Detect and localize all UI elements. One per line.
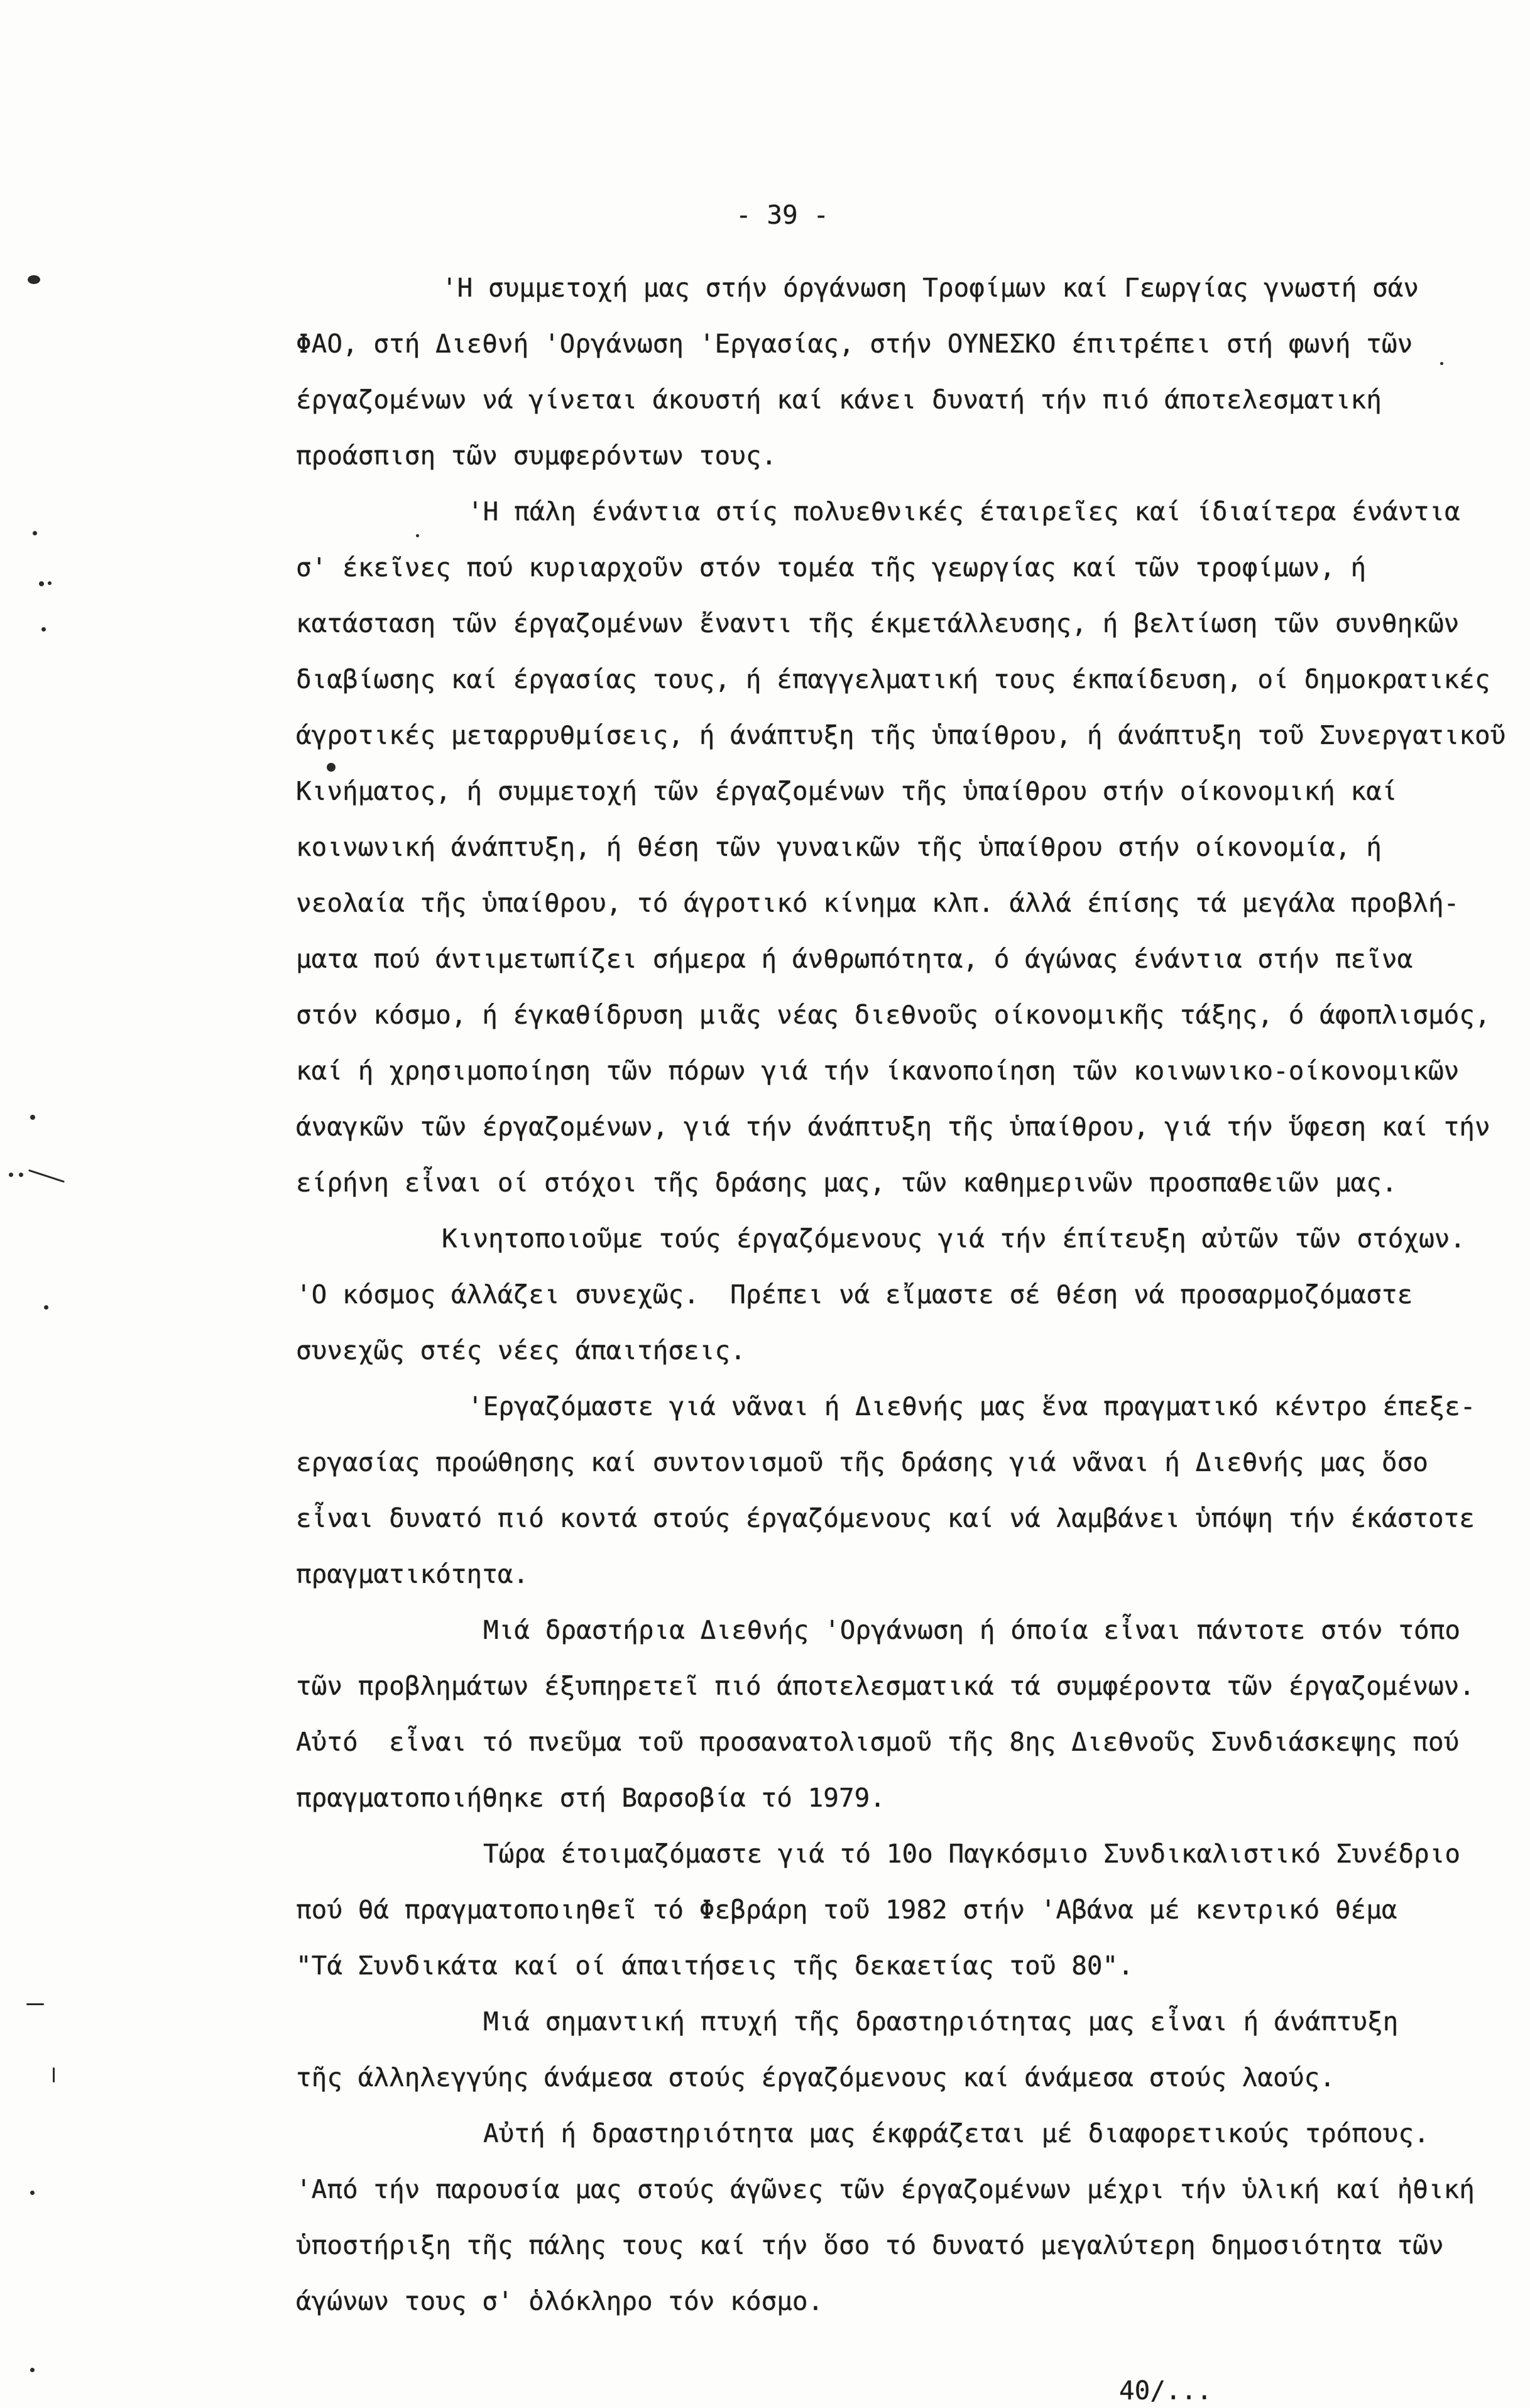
text-line: τῆς άλληλεγγύης άνάμεσα στούς έργαζόμενους καί άνάμεσα στούς λαούς. xyxy=(296,2062,1335,2093)
text-line: καί ή χρησιμοποίηση τῶν πόρων γιά τήν ίκανοποίηση τῶν κοινωνικο-οίκονομικῶν xyxy=(296,1056,1460,1086)
text-line: σ' έκεῖνες πού κυριαρχοῦν στόν τομέα τῆς γεωργίας καί τῶν τροφίμων, ή xyxy=(296,552,1367,583)
text-line: Κινητοποιοῦμε τούς έργαζόμενους γιά τήν έπίτευξη αὐτῶν τῶν στόχων. xyxy=(442,1223,1466,1254)
text-line: 'Η πάλη ένάντια στίς πολυεθνικές έταιρεῖες καί ίδιαίτερα ένάντια xyxy=(467,496,1460,527)
text-line: 'Ο κόσμος άλλάζει συνεχῶς. Πρέπει νά εἴμαστε σέ θέση νά προσαρμοζόμαστε xyxy=(296,1279,1413,1310)
scan-artifact xyxy=(1440,362,1443,365)
text-line: 'Από τήν παρουσία μας στούς άγῶνες τῶν έργαζομένων μέχρι τήν ὑλική καί ἠθική xyxy=(296,2174,1475,2204)
scan-artifact xyxy=(39,581,44,586)
text-line: ματα πού άντιμετωπίζει σήμερα ή άνθρωπότητα, ό άγώνας ένάντια στήν πεῖνα xyxy=(296,944,1413,974)
scan-artifact xyxy=(30,2191,35,2195)
text-line: νεολαία τῆς ὑπαίθρου, τό άγροτικό κίνημα κλπ. άλλά έπίσης τά μεγάλα προβλή- xyxy=(296,888,1460,918)
text-line: κοινωνική άνάπτυξη, ή θέση τῶν γυναικῶν τῆς ὑπαίθρου στήν οίκονομία, ή xyxy=(296,832,1382,862)
text-line: στόν κόσμο, ή έγκαθίδρυση μιᾶς νέας διεθνοῦς οίκονομικῆς τάξης, ό άφοπλισμός, xyxy=(296,1000,1490,1030)
scan-artifact xyxy=(28,275,40,284)
text-line: Κινήματος, ή συμμετοχή τῶν έργαζομένων τῆς ὑπαίθρου στήν οίκονομική καί xyxy=(296,776,1397,806)
text-line: άγώνων τους σ' ὁλόκληρο τόν κόσμο. xyxy=(296,2286,824,2316)
continuation-marker: 40/... xyxy=(1119,2375,1213,2405)
document-body xyxy=(0,260,1530,2329)
scan-artifact xyxy=(41,627,46,632)
text-line: πού θά πραγματοποιηθεῖ τό Φεβράρη τοῦ 1982 στήν 'Αβάνα μέ κεντρικό θέμα xyxy=(296,1895,1397,1925)
text-line: Μιά σημαντική πτυχή τῆς δραστηριότητας μας εἶναι ή άνάπτυξη xyxy=(483,2006,1399,2037)
scan-artifact xyxy=(26,2003,44,2005)
text-line: άναγκῶν τῶν έργαζομένων, γιά τήν άνάπτυξη τῆς ὑπαίθρου, γιά τήν ὕφεση καί τήν xyxy=(296,1112,1490,1142)
text-line: 'Η συμμετοχή μας στήν όργάνωση Τροφίμων καί Γεωργίας γνωστή σάν xyxy=(442,273,1419,303)
text-line: τῶν προβλημάτων έξυπηρετεῖ πιό άποτελεσματικά τά συμφέροντα τῶν έργαζομένων. xyxy=(296,1671,1475,1701)
text-line: Αὐτό εἶναι τό πνεῦμα τοῦ προσανατολισμοῦ τῆς 8ης Διεθνοῦς Συνδιάσκεψης πού xyxy=(296,1727,1460,1757)
text-line: "Τά Συνδικάτα καί οί άπαιτήσεις τῆς δεκαετίας τοῦ 80". xyxy=(296,1951,1134,1981)
scan-artifact xyxy=(30,2368,35,2372)
text-line: ΦΑΟ, στή Διεθνή 'Οργάνωση 'Εργασίας, στήν ΟΥΝΕΣΚΟ έπιτρέπει στή φωνή τῶν xyxy=(296,329,1413,359)
page-number: - 39 - xyxy=(736,200,829,230)
scan-artifact xyxy=(30,1115,35,1120)
scan-artifact xyxy=(9,1173,13,1177)
text-line: συνεχῶς στές νέες άπαιτήσεις. xyxy=(296,1335,746,1365)
text-line: 'Εργαζόμαστε γιά νᾶναι ή Διεθνής μας ἕνα πραγματικό κέντρο έπεξε- xyxy=(467,1391,1476,1421)
text-line: κατάσταση τῶν έργαζομένων ἔναντι τῆς έκμετάλλευσης, ή βελτίωση τῶν συνθηκῶν xyxy=(296,608,1460,638)
scan-artifact xyxy=(33,531,37,535)
text-line: είρήνη εἶναι οί στόχοι τῆς δράσης μας, τῶν καθημερινῶν προσπαθειῶν μας. xyxy=(296,1168,1397,1198)
text-line: Τώρα έτοιμαζόμαστε γιά τό 10ο Παγκόσμιο Συνδικαλιστικό Συνέδριο xyxy=(483,1839,1461,1869)
text-line: άγροτικές μεταρρυθμίσεις, ή άνάπτυξη τῆς ὑπαίθρου, ή άνάπτυξη τοῦ Συνεργατικοῦ xyxy=(296,720,1506,750)
text-line: πραγματοποιήθηκε στή Βαρσοβία τό 1979. xyxy=(296,1783,885,1813)
scan-artifact xyxy=(44,1305,48,1310)
scan-artifact xyxy=(416,534,419,537)
text-line: ὑποστήριξη τῆς πάλης τους καί τήν ὅσο τό δυνατό μεγαλύτερη δημοσιότητα τῶν xyxy=(296,2230,1444,2260)
text-line: διαβίωσης καί έργασίας τους, ή έπαγγελματική τους έκπαίδευση, οί δημοκρατικές xyxy=(296,664,1490,694)
text-line: Μιά δραστήρια Διεθνής 'Οργάνωση ή όποία εἶναι πάντοτε στόν τόπο xyxy=(483,1615,1461,1645)
text-line: πραγματικότητα. xyxy=(296,1559,529,1589)
text-line: εἶναι δυνατό πιό κοντά στούς έργαζόμενους καί νά λαμβάνει ὑπόψη τήν έκάστοτε xyxy=(296,1503,1475,1533)
scan-artifact xyxy=(48,581,52,585)
text-line: εργασίας προώθησης καί συντονισμοῦ τῆς δράσης γιά νᾶναι ή Διεθνής μας ὅσο xyxy=(296,1447,1428,1477)
scan-artifact xyxy=(19,1173,23,1177)
text-line: προάσπιση τῶν συμφερόντων τους. xyxy=(296,441,777,471)
text-line: Αὐτή ή δραστηριότητα μας έκφράζεται μέ διαφορετικούς τρόπους. xyxy=(483,2118,1429,2148)
scan-artifact xyxy=(53,2067,55,2082)
text-line: έργαζομένων νά γίνεται άκουστή καί κάνει δυνατή τήν πιό άποτελεσματική xyxy=(296,385,1382,415)
scan-artifact xyxy=(327,763,336,772)
